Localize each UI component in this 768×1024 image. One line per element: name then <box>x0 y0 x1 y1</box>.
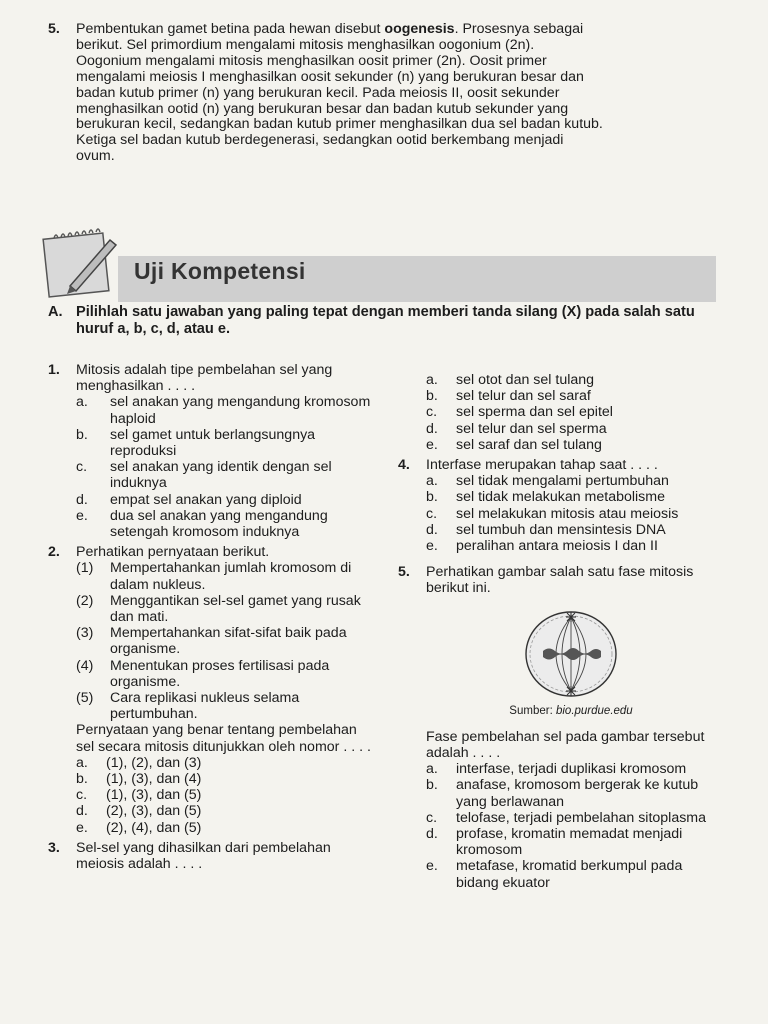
option-text: interfase, terjadi duplikasi kromosom <box>456 761 687 778</box>
question-5 <box>398 564 716 891</box>
question-followup: Fase pembelahan sel pada gambar tersebut adalah . . . . <box>426 728 705 762</box>
question-3 <box>48 840 374 872</box>
statement-text: Menentukan proses fertilisasi pada organisme. <box>110 657 330 690</box>
option-letter: c. <box>76 787 88 804</box>
question-text: Mitosis adalah tipe pembelahan sel yang menghasilkan . . . . <box>76 362 333 395</box>
question-number: 3. <box>48 839 60 856</box>
statement-1 <box>76 560 374 592</box>
section-a-text: Pilihlah satu jawaban yang paling tepat dengan memberi tanda silang (X) pada salah satu huruf a, b, c, d, atau e. <box>76 304 695 337</box>
option-text: anafase, kromosom bergerak ke kutub yang berlawanan <box>456 777 699 810</box>
option-a[interactable] <box>76 755 374 771</box>
option-letter: d. <box>426 521 438 538</box>
option-e[interactable] <box>76 508 374 540</box>
option-b[interactable] <box>76 771 374 787</box>
option-e[interactable] <box>426 437 716 453</box>
option-text: peralihan antara meiosis I dan II <box>456 538 658 555</box>
option-text: sel telur dan sel sperma <box>456 420 607 437</box>
option-c[interactable] <box>426 810 716 826</box>
question-followup: Pernyataan yang benar tentang pembelahan sel secara mitosis ditunjukkan oleh nomor . . . . <box>76 722 371 755</box>
question-text: Perhatikan pernyataan berikut. <box>76 544 270 561</box>
question-text: Perhatikan gambar salah satu fase mitosis berikut ini. <box>426 564 694 597</box>
option-a[interactable] <box>76 394 374 426</box>
option-letter: a. <box>76 754 88 771</box>
option-e[interactable] <box>426 538 716 554</box>
question-number: 4. <box>398 457 410 474</box>
option-list <box>76 755 374 836</box>
option-letter: b. <box>76 771 88 788</box>
option-text: telofase, terjadi pembelahan sitoplasma <box>456 809 707 826</box>
option-letter: b. <box>426 388 438 405</box>
option-letter: b. <box>76 426 88 443</box>
caption-prefix: Sumber: <box>509 704 556 717</box>
option-c[interactable] <box>426 404 716 420</box>
option-letter: c. <box>426 404 438 421</box>
banner-title: Uji Kompetensi <box>134 258 306 284</box>
option-text: sel anakan yang mengandung kromosom haploid <box>110 394 371 427</box>
option-a[interactable] <box>426 761 716 777</box>
option-c[interactable] <box>76 787 374 803</box>
option-letter: a. <box>426 372 438 388</box>
option-letter: d. <box>426 826 438 843</box>
intro-paragraph <box>48 22 603 165</box>
option-letter: b. <box>426 489 438 506</box>
option-text: (2), (3), dan (5) <box>106 803 202 820</box>
option-letter: c. <box>76 459 88 476</box>
notebook-pencil-icon <box>40 228 122 300</box>
cell-metaphase-icon <box>521 607 621 701</box>
intro-text <box>76 22 603 165</box>
option-e[interactable] <box>76 820 374 836</box>
statement-text: Menggantikan sel-sel gamet yang rusak dan mati. <box>110 592 361 626</box>
option-b[interactable] <box>426 489 716 505</box>
option-text: dua sel anakan yang mengandung setengah kromosom induknya <box>110 507 328 541</box>
option-letter: e. <box>76 819 88 836</box>
option-a[interactable] <box>426 372 716 388</box>
option-letter: a. <box>426 473 438 490</box>
question-text: Sel-sel yang dihasilkan dari pembelahan meiosis adalah . . . . <box>76 839 331 873</box>
option-text: sel tumbuh dan mensintesis DNA <box>456 521 666 538</box>
question-text: Interfase merupakan tahap saat . . . . <box>426 457 658 474</box>
option-d[interactable] <box>76 492 374 508</box>
option-letter: b. <box>426 777 438 794</box>
statement-number: (4) <box>76 657 94 674</box>
option-c[interactable] <box>426 506 716 522</box>
option-letter: e. <box>426 436 438 453</box>
question-1 <box>48 362 374 540</box>
question-4 <box>398 457 716 554</box>
option-text: sel saraf dan sel tulang <box>456 436 602 453</box>
left-column <box>48 362 374 876</box>
statement-number: (1) <box>76 560 94 577</box>
intro-bold-term: oogenesis <box>384 21 455 37</box>
intro-number: 5. <box>48 21 60 37</box>
option-b[interactable] <box>76 427 374 459</box>
option-letter: d. <box>426 420 438 437</box>
question-number: 2. <box>48 544 60 561</box>
intro-text-before: Pembentukan gamet betina pada hewan disebut <box>76 21 385 37</box>
option-letter: e. <box>76 507 88 524</box>
option-letter: c. <box>426 809 438 826</box>
statement-5 <box>76 690 374 722</box>
statement-number: (3) <box>76 625 94 642</box>
statement-number: (2) <box>76 592 94 609</box>
option-b[interactable] <box>426 777 716 809</box>
option-text: (1), (2), dan (3) <box>106 754 202 771</box>
option-text: sel sperma dan sel epitel <box>456 404 613 421</box>
option-d[interactable] <box>426 522 716 538</box>
option-d[interactable] <box>426 826 716 858</box>
statement-3 <box>76 625 374 657</box>
statement-4 <box>76 658 374 690</box>
option-list <box>426 761 716 891</box>
caption-source: bio.purdue.edu <box>555 704 633 717</box>
option-list <box>426 473 716 554</box>
statement-text: Mempertahankan sifat-sifat baik pada organisme. <box>110 625 347 658</box>
option-d[interactable] <box>76 803 374 819</box>
option-text: metafase, kromatid berkumpul pada bidang ekuator <box>456 858 683 891</box>
option-text: sel telur dan sel saraf <box>456 388 591 405</box>
option-text: sel tidak mengalami pertumbuhan <box>456 473 669 490</box>
right-column <box>398 372 716 895</box>
mitosis-figure <box>426 607 716 719</box>
option-letter: e. <box>426 538 438 555</box>
question-number: 1. <box>48 362 60 378</box>
intro-text-after: . Prosesnya sebagai berikut. Sel primordium mengalami mitosis menghasilkan oogonium (2n). Oogonium mengalami mitosis menghasilkan oosit primer (2n). Oosit primer mengalami meiosis I menghasilkan oosit sekunder (n) yang berukuran besar dan badan kutub primer (n) yang berukuran kecil. Pada meiosis II, oosit sekunder menghasilkan ootid (n) yang berukuran besar dan badan kutub sekunder yang berukuran kecil, sedangkan badan kutub primer menghasilkan dua sel badan kutub. Ketiga sel badan kutub berdegenerasi, sedangkan ootid berkembang menjadi ovum. <box>76 21 603 165</box>
option-text: (2), (4), dan (5) <box>106 819 202 836</box>
option-text: sel melakukan mitosis atau meiosis <box>456 505 679 522</box>
option-letter: d. <box>76 491 88 508</box>
statement-text: Cara replikasi nukleus selama pertumbuhan. <box>110 690 300 723</box>
section-banner <box>40 228 716 304</box>
option-text: profase, kromatin memadat menjadi kromosom <box>456 826 683 859</box>
question-2 <box>48 544 374 836</box>
option-text: (1), (3), dan (4) <box>106 771 202 788</box>
option-text: sel otot dan sel tulang <box>456 372 595 388</box>
statement-list <box>76 560 374 722</box>
option-list <box>426 372 716 453</box>
statement-text: Mempertahankan jumlah kromosom di dalam nukleus. <box>110 560 352 593</box>
option-d[interactable] <box>426 421 716 437</box>
option-letter: c. <box>426 505 438 522</box>
option-list <box>76 394 374 540</box>
option-letter: a. <box>76 394 88 411</box>
statement-number: (5) <box>76 690 94 707</box>
option-a[interactable] <box>426 473 716 489</box>
option-e[interactable] <box>426 858 716 890</box>
option-letter: e. <box>426 858 438 875</box>
figure-caption <box>426 703 716 719</box>
option-b[interactable] <box>426 388 716 404</box>
option-letter: a. <box>426 761 438 778</box>
option-text: sel anakan yang identik dengan sel induknya <box>110 459 332 492</box>
section-a-instruction <box>48 304 730 338</box>
question-3-options <box>398 372 716 453</box>
option-text: sel gamet untuk berlangsungnya reproduksi <box>110 426 316 460</box>
option-letter: d. <box>76 803 88 820</box>
question-number: 5. <box>398 564 410 581</box>
statement-2 <box>76 593 374 625</box>
option-text: empat sel anakan yang diploid <box>110 491 302 508</box>
option-text: (1), (3), dan (5) <box>106 787 202 804</box>
option-text: sel tidak melakukan metabolisme <box>456 489 665 506</box>
option-c[interactable] <box>76 459 374 491</box>
section-a-label: A. <box>48 304 63 320</box>
